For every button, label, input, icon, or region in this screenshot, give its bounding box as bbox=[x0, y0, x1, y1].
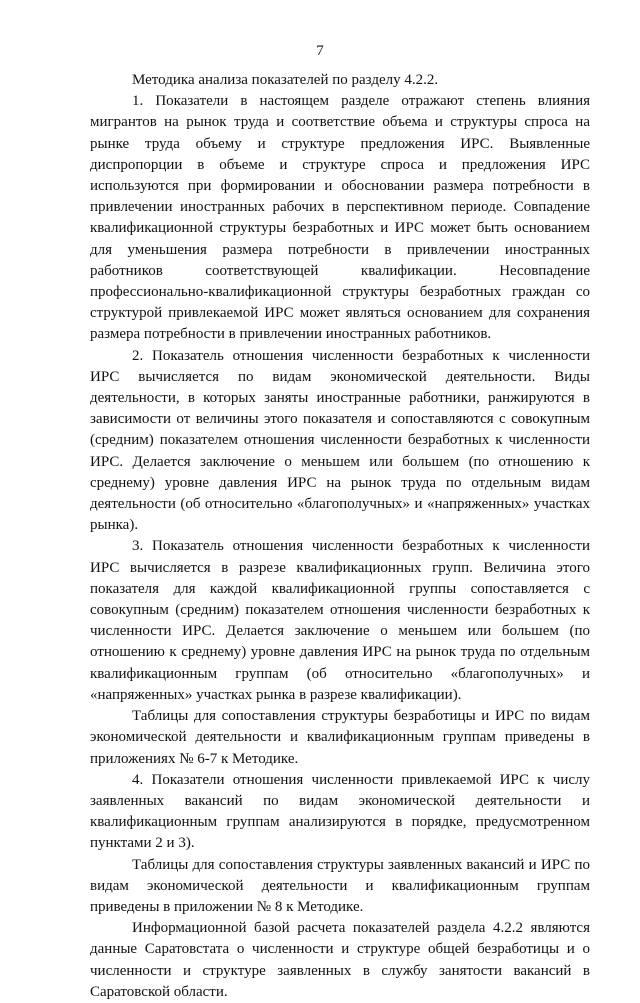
paragraph-2: 2. Показатель отношения численности безработных к численности ИРС вычисляется по видам экономической деятельности. Виды деятельности, в которых заняты иностранные работники, ранжируются в зависимости от величины этого показателя и сопоставляются с совокупным (средним) показателем отношения численности безработных к численности ИРС. Делается заключение о меньшем или большем (по отношению к среднему) уровне давления ИРС на рынок труда по отдельным видам деятельности (об относительно «благополучных» и «напряженных» участках рынка). bbox=[90, 347, 590, 534]
paragraph-tables-8: Таблицы для сопоставления структуры заявленных вакансий и ИРС по видам экономической деятельности и квалификационным группам приведены в приложении № 8 к Методике. bbox=[90, 856, 590, 915]
section-heading: Методика анализа показателей по разделу 4.2.2. bbox=[132, 72, 439, 88]
document-body bbox=[90, 70, 590, 1003]
page-number: 7 bbox=[316, 43, 324, 59]
paragraph-tables-6-7: Таблицы для сопоставления структуры безработицы и ИРС по видам экономической деятельности и квалификационным группам приведены в приложениях № 6-7 к Методике. bbox=[90, 708, 590, 767]
paragraph-information-base: Информационной базой расчета показателей раздела 4.2.2 являются данные Саратовстата о численности и структуре общей безработицы и о численности и структуре заявленных в службу занятости вакансий в Саратовской области. bbox=[90, 920, 590, 1000]
paragraph-3: 3. Показатель отношения численности безработных к численности ИРС вычисляется в разрезе квалификационных групп. Величина этого показателя для каждой квалификационной группы сопоставляется с совокупным (средним) показателем отношения численности безработных к численности ИРС. Делается заключение о меньшем или большем (по отношению к среднему) уровне давления ИРС на рынок труда по отдельным квалификационным группам (об относительно «благополучных» и «напряженных» участках рынка в разрезе квалификации). bbox=[90, 538, 590, 703]
paragraph-4: 4. Показатели отношения численности привлекаемой ИРС к числу заявленных вакансий по видам экономической деятельности и квалификационным группам анализируются в порядке, предусмотренном пунктами 2 и 3). bbox=[90, 771, 590, 852]
paragraph-1: 1. Показатели в настоящем разделе отражают степень влияния мигрантов на рынок труда и соответствие объема и структуры спроса на рынке труда объему и структуре предложения ИРС. Выявленные диспропорции в объеме и структуре спроса и предложения ИРС используются при формировании и обосновании размера потребности в привлечении иностранных рабочих в перспективном периоде. Совпадение квалификационной структуры безработных и ИРС может быть основанием для уменьшения размера потребности в привлечении иностранных работников соответствующей квалификации. Несовпадение профессионально-квалификационной структуры безработных граждан со структурой привлекаемой ИРС может являться основанием для сохранения размера потребности в привлечении иностранных работников. bbox=[90, 93, 590, 343]
